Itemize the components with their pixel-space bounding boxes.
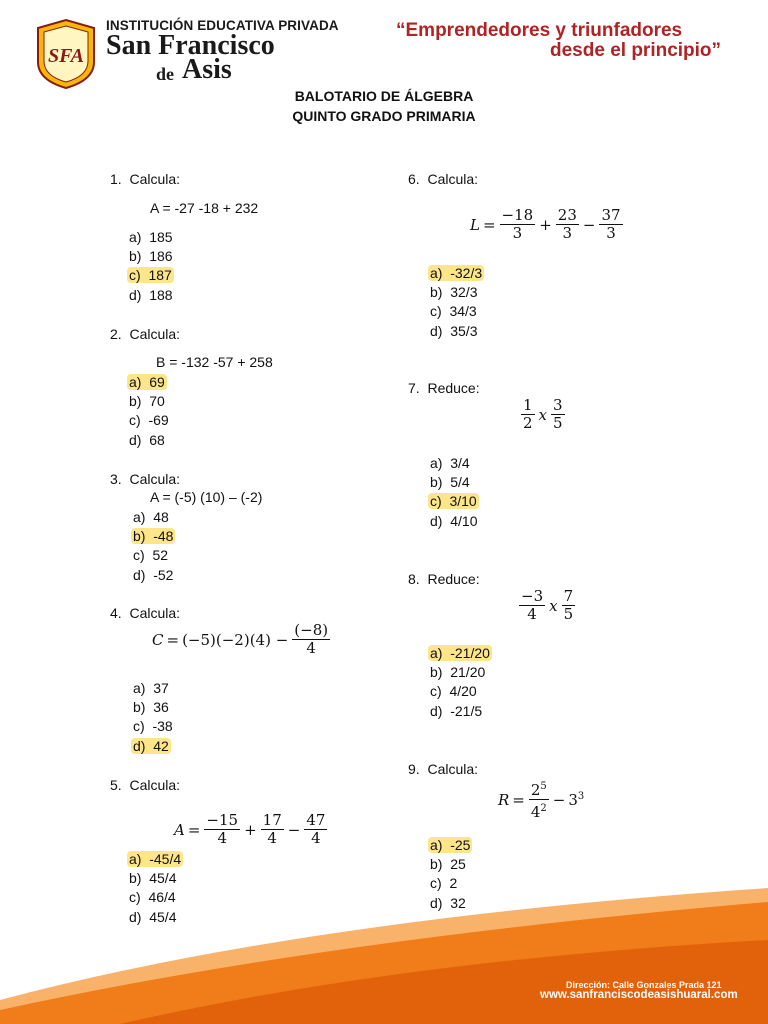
highlighted-answer: a) -32/3 [430, 265, 483, 281]
question-4-option [131, 717, 175, 736]
question-2-label: 2. Calcula: [110, 326, 181, 342]
question-3-option [131, 527, 175, 546]
question-5 [110, 776, 180, 795]
document-subtitle: QUINTO GRADO PRIMARIA [292, 108, 476, 124]
question-2-options [127, 373, 171, 450]
question-3 [110, 470, 180, 489]
school-name-line2: Asis [182, 54, 232, 85]
option-text: b) 32/3 [430, 284, 478, 301]
footer-band [0, 880, 768, 1024]
question-3-option [131, 566, 175, 585]
question-4-product: (−5)(−2)(4) − [182, 630, 289, 649]
option-text: c) 52 [133, 547, 169, 564]
question-5-label: 5. Calcula: [110, 777, 181, 793]
question-1-option [127, 228, 175, 247]
question-1-option [127, 266, 175, 285]
question-9-option [428, 855, 472, 874]
footer-address: Dirección: Calle Gonzales Prada 121 [566, 980, 722, 990]
question-8-label: 8. Reduce: [408, 571, 480, 587]
question-6-option [428, 322, 484, 341]
question-5-expression: A = $\frac{-15}{4}$ + $\frac{17}{4}$ − $\frac{47}{4}$ [174, 811, 326, 847]
question-2-option [127, 431, 171, 450]
logo-monogram: SFA [48, 45, 84, 67]
question-8 [408, 570, 480, 589]
option-text: d) 68 [129, 431, 165, 448]
question-7-label: 7. Reduce: [408, 380, 480, 396]
question-3-options [131, 508, 175, 585]
question-4-option [131, 698, 175, 717]
option-text: d) 45/4 [129, 908, 177, 925]
question-9-expression: R = $\frac{2^5}{4^2}$ − $3^3$ [498, 778, 584, 821]
option-text: d) 188 [129, 286, 173, 303]
option-text: b) 5/4 [430, 474, 470, 491]
option-text: b) 36 [133, 699, 169, 716]
question-8-options [428, 644, 492, 721]
question-2-expression: B = -132 -57 + 258 [156, 354, 273, 370]
option-text: c) 46/4 [129, 889, 176, 906]
option-text: d) 32 [430, 894, 466, 911]
option-text: c) -69 [129, 412, 169, 429]
question-6-label: 6. Calcula: [408, 171, 479, 187]
question-4-label: 4. Calcula: [110, 605, 181, 621]
highlighted-answer: a) 69 [129, 374, 165, 390]
highlighted-answer: c) 187 [129, 267, 172, 284]
highlighted-answer: d) 42 [133, 737, 169, 754]
question-4-fraction: $\frac{(-8)}{4}$ [294, 621, 329, 657]
highlighted-answer: c) 3/10 [430, 493, 477, 510]
question-6 [408, 170, 478, 189]
option-text: c) 4/20 [430, 683, 477, 700]
institution-label: INSTITUCIÓN EDUCATIVA PRIVADA [106, 18, 339, 33]
school-name-de: de [156, 64, 174, 84]
school-logo [34, 18, 98, 90]
question-1-options [127, 228, 175, 305]
highlighted-answer: a) -45/4 [129, 851, 182, 867]
question-8-option [428, 682, 492, 701]
question-9-label: 9. Calcula: [408, 761, 479, 777]
question-3-label: 3. Calcula: [110, 471, 181, 487]
question-7-option [428, 454, 479, 473]
question-7 [408, 379, 480, 398]
question-4 [110, 604, 180, 623]
option-text: d) -21/5 [430, 702, 483, 719]
question-6-expression: L = $\frac{-18}{3}$ + $\frac{23}{3}$ − $\frac{37}{3}$ [470, 206, 621, 242]
question-1-expression: A = -27 -18 + 232 [150, 200, 259, 216]
question-5-option [127, 850, 183, 869]
option-text: a) 185 [129, 229, 173, 245]
question-7-options [428, 454, 479, 531]
option-text: b) 186 [129, 248, 173, 265]
question-1 [110, 170, 180, 189]
school-name-line1: San Francisco [106, 30, 275, 61]
option-text: b) 25 [430, 856, 466, 873]
question-7-option [428, 473, 479, 492]
question-2-option [127, 411, 171, 430]
highlighted-answer: b) -48 [133, 528, 174, 545]
option-text: c) 34/3 [430, 303, 477, 320]
question-4-options [131, 679, 175, 756]
question-6-option [428, 264, 484, 283]
highlighted-answer: a) -25 [430, 837, 471, 853]
option-text: b) 45/4 [129, 870, 177, 887]
question-1-option [127, 286, 175, 305]
document-title: BALOTARIO DE ÁLGEBRA [294, 88, 474, 104]
question-7-option [428, 512, 479, 531]
question-4-variable: C [152, 630, 164, 649]
question-8-expression: $\frac{-3}{4}$ x $\frac{7}{5}$ [521, 587, 574, 623]
question-6-options [428, 264, 484, 341]
question-3-option [131, 546, 175, 565]
question-9-option [428, 836, 472, 855]
question-7-option [428, 492, 479, 511]
option-text: d) 35/3 [430, 322, 478, 339]
highlighted-answer: a) -21/20 [430, 645, 490, 661]
question-8-option [428, 644, 492, 663]
question-7-expression: $\frac{1}{2}$ x $\frac{3}{5}$ [523, 396, 563, 432]
question-2-option [127, 373, 171, 392]
question-8-option [428, 702, 492, 721]
question-8-option [428, 663, 492, 682]
option-text: c) -38 [133, 718, 173, 735]
slogan-line1: “Emprendedores y triunfadores [396, 20, 683, 41]
question-4-option [131, 679, 175, 698]
question-4-expression: C = (−5)(−2)(4) − $\frac{(-8)}{4}$ [152, 621, 329, 657]
footer-website[interactable]: www.sanfranciscodeasishuaral.com [540, 989, 738, 1001]
option-text: b) 70 [129, 393, 165, 410]
question-2 [110, 325, 180, 344]
question-1-option [127, 247, 175, 266]
option-text: a) 37 [133, 680, 169, 696]
question-1-label: 1. Calcula: [110, 171, 181, 187]
slogan-line2: desde el principio” [550, 40, 722, 61]
question-9 [408, 760, 478, 779]
option-text: d) -52 [133, 566, 174, 583]
question-6-option [428, 302, 484, 321]
question-3-option [131, 508, 175, 527]
option-text: a) 3/4 [430, 455, 470, 471]
option-text: c) 2 [430, 875, 458, 892]
option-text: a) 48 [133, 509, 169, 525]
question-4-option [131, 737, 175, 756]
question-2-option [127, 392, 171, 411]
option-text: d) 4/10 [430, 512, 478, 529]
question-3-expression: A = (-5) (10) – (-2) [150, 489, 263, 505]
question-6-option [428, 283, 484, 302]
option-text: b) 21/20 [430, 664, 486, 681]
